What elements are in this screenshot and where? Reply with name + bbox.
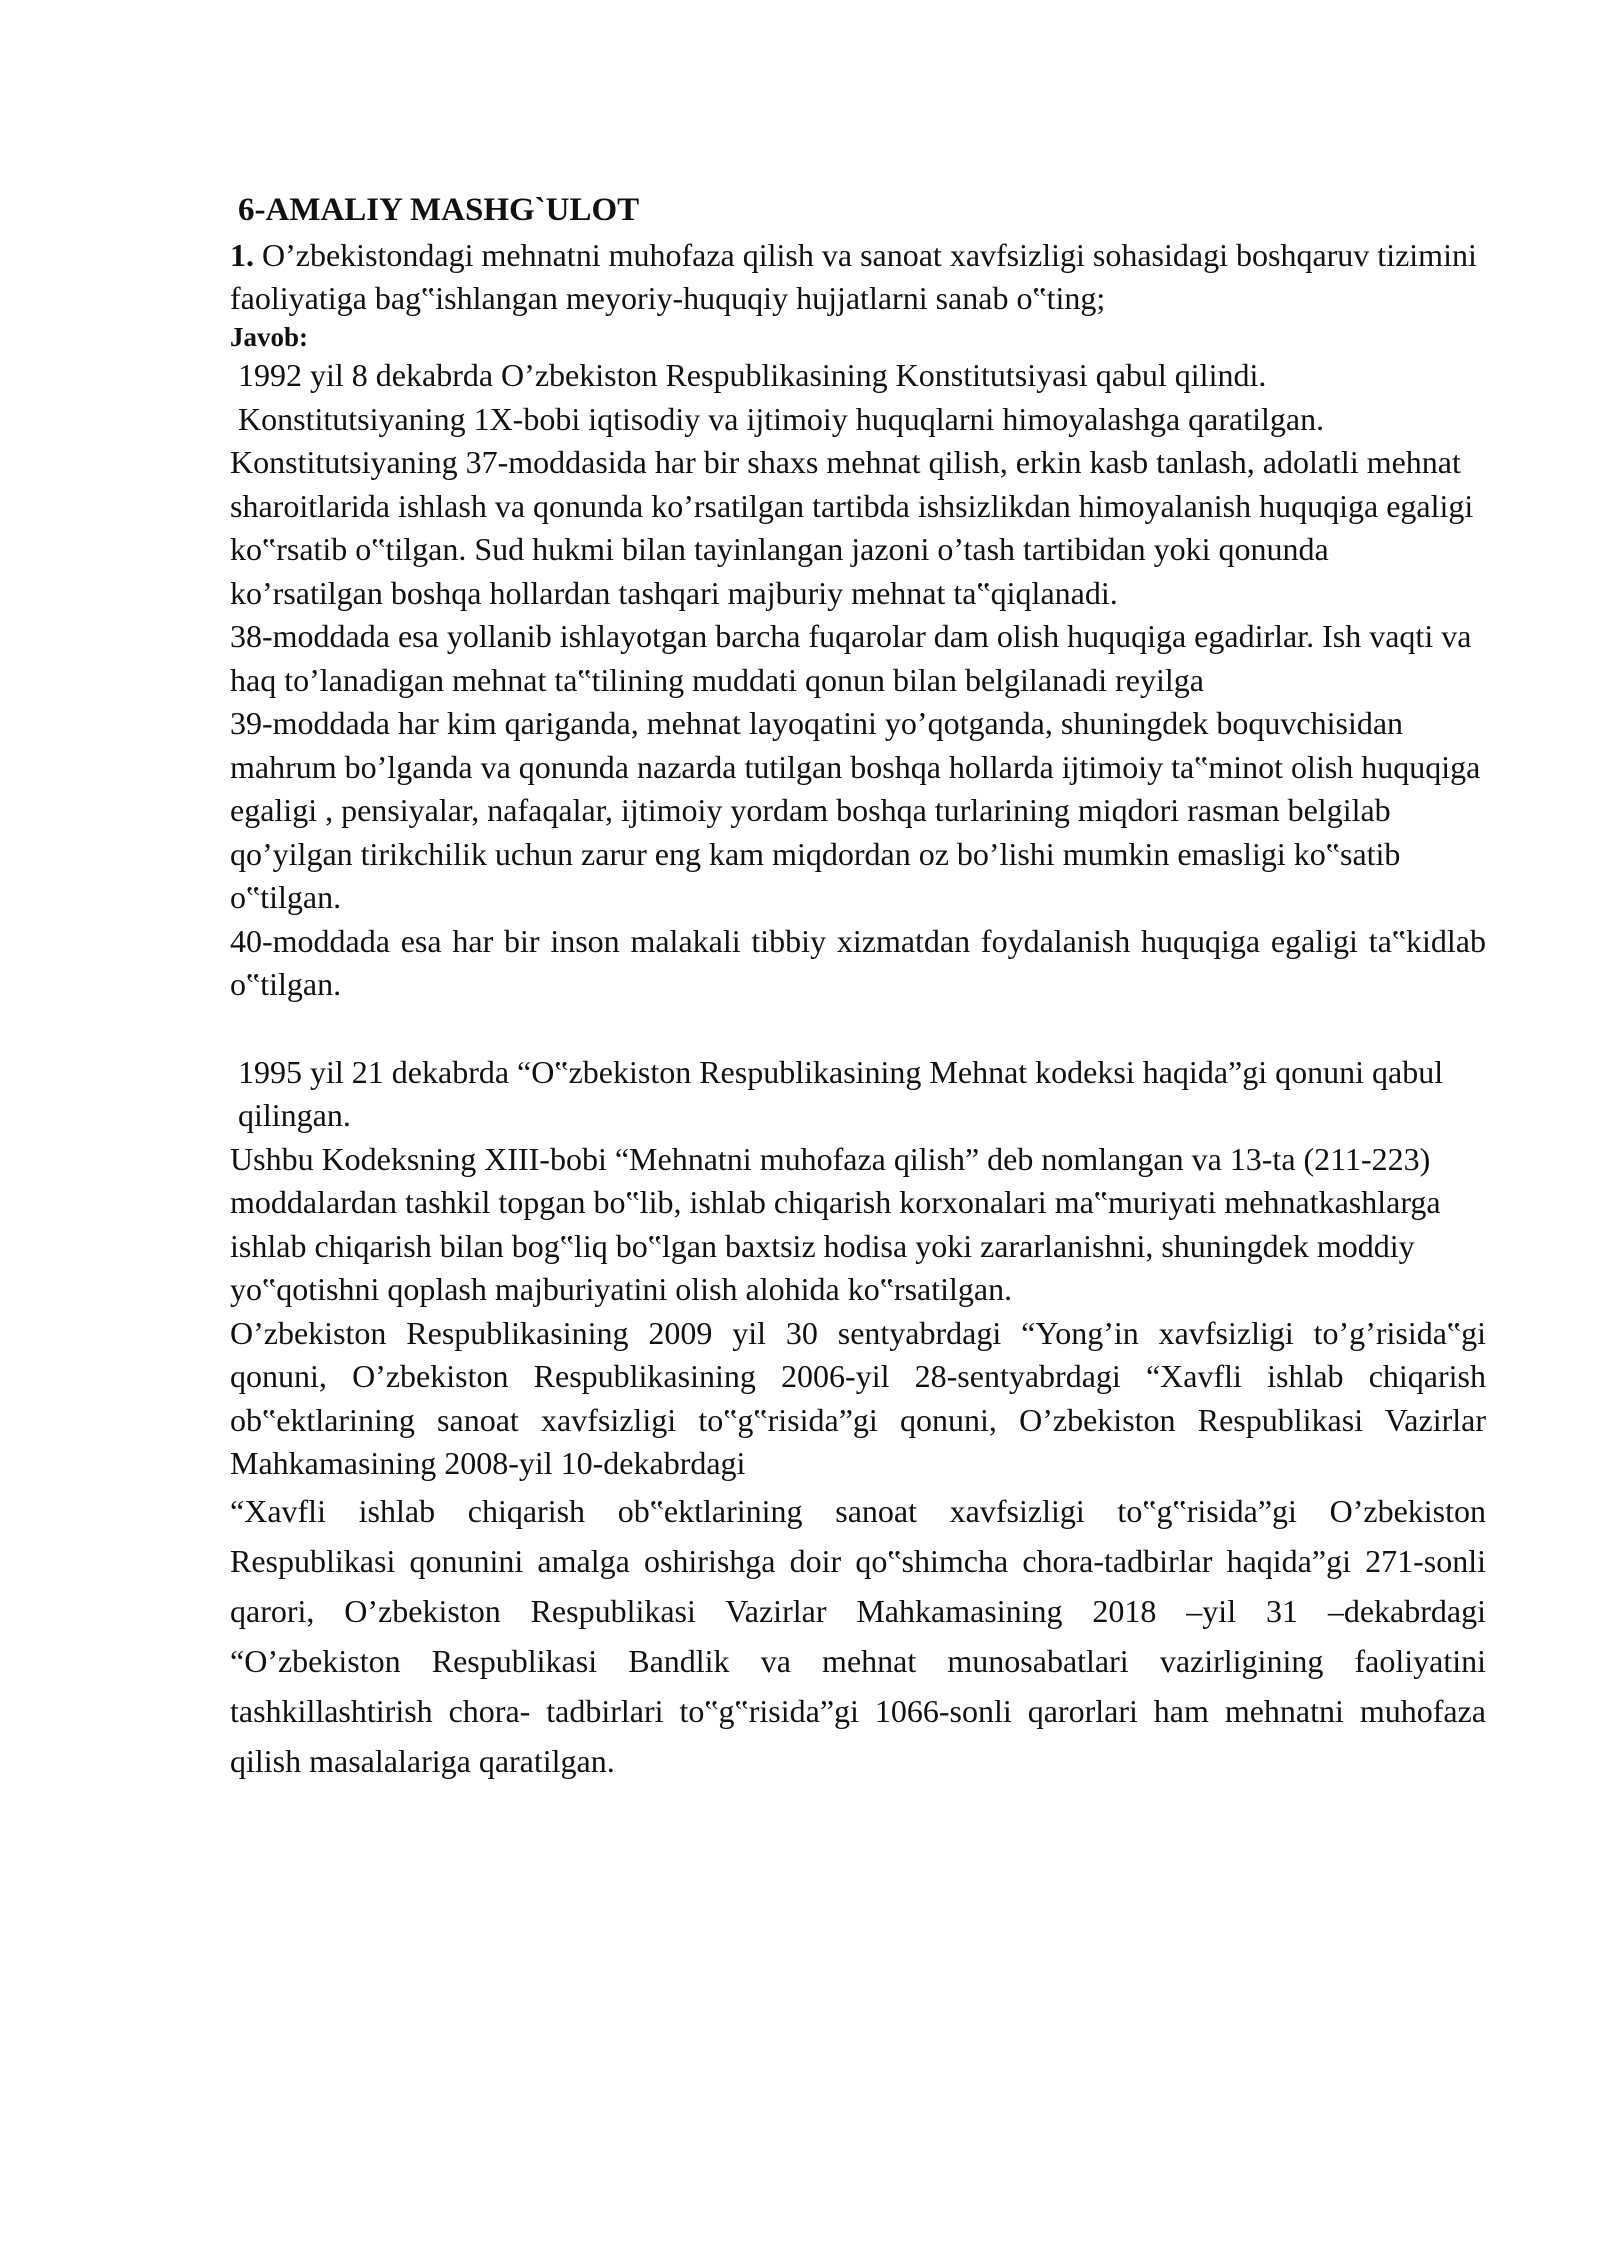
question-text: O’zbekistondagi mehnatni muhofaza qilish va sanoat xavfsizligi sohasidagi boshqaruv tizimini faoliyatiga bag‟ishlangan meyoriy-huquqiy hujjatlarni sanab o‟ting;	[230, 237, 1477, 316]
paragraph-labor-code: 1995 yil 21 dekabrda “O‟zbekiston Respublikasining Mehnat kodeksi haqida”gi qonuni qabul qilingan.	[238, 1053, 1444, 1133]
document-title: 6-AMALIY MASHG`ULOT	[238, 192, 640, 228]
paragraph-article-39: 39-moddada har kim qariganda, mehnat layoqatini yo’qotganda, shuningdek boquvchisidan mahrum bo’lganda va qonunda nazarda tutilgan boshqa hollarda ijtimoiy ta‟minot olish huquqiga egaligi , pensiyalar, nafaqalar, ijtimoiy yordam boshqa turlarining miqdori rasman belgilab qo’yilgan tirikchilik uchun zarur eng kam miqdordan oz bo’lishi mumkin emasligi ko‟satib o‟tilgan.	[230, 705, 1481, 915]
paragraph-article-37: Konstitutsiyaning 37-moddasida har bir shaxs mehnat qilish, erkin kasb tanlash, adolatli mehnat sharoitlarida ishlash va qonunda ko’rsatilgan tartibda ishsizlikdan himoyalanish huquqiga egaligi ko‟rsatib o‟tilgan. Sud hukmi bilan tayinlangan jazoni o’tash tartibidan yoki qonunda ko’rsatilgan boshqa hollardan tashqari majburiy mehnat ta‟qiqlanadi.	[230, 444, 1474, 611]
paragraph-article-40: 40-moddada esa har bir inson malakali tibbiy xizmatdan foydalanish huquqiga egaligi ta‟kidlab o‟tilgan.	[230, 922, 1486, 1002]
question-1	[230, 234, 1486, 320]
question-number: 1.	[230, 237, 254, 273]
paragraph-spacer	[230, 1007, 1486, 1051]
document-page	[230, 188, 1486, 1786]
paragraph-fire-safety-law: O’zbekiston Respublikasining 2009 yil 30 sentyabrdagi “Yong’in xavfsizligi to’g’risida‟gi qonuni, O’zbekiston Respublikasining 2006-yil 28-sentyabrdagi “Xavfli ishlab chiqarish ob‟ektlarining sanoat xavfsizligi to‟g‟risida”gi qonuni, O’zbekiston Respublikasi Vazirlar Mahkamasining 2008-yil 10-dekabrdagi	[230, 1314, 1486, 1481]
paragraph-constitution: 1992 yil 8 dekabrda O’zbekiston Respublikasining Konstitutsiyasi qabul qilindi. Konstitutsiyaning 1X-bobi iqtisodiy va ijtimoiy huquqlarni himoyalashga qaratilgan.	[238, 357, 1325, 437]
paragraph-chapter-13: Ushbu Kodeksning XIII-bobi “Mehnatni muhofaza qilish” deb nomlangan va 13-ta (211-223) moddalardan tashkil topgan bo‟lib, ishlab chiqarish korxonalari ma‟muriyati mehnatkashlarga ishlab chiqarish bilan bog‟liq bo‟lgan baxtsiz hodisa yoki zararlanishni, shuningdek moddiy yo‟qotishni qoplash majburiyatini olish alohida ko‟rsatilgan.	[230, 1140, 1441, 1307]
paragraph-article-38: 38-moddada esa yollanib ishlayotgan barcha fuqarolar dam olish huquqiga egadirlar. Ish vaqti va haq to’lanadigan mehnat ta‟tilining muddati qonun bilan belgilanadi reyilga	[230, 618, 1472, 698]
answer-label: Javob:	[230, 322, 309, 352]
paragraph-resolutions: “Xavfli ishlab chiqarish ob‟ektlarining sanoat xavfsizligi to‟g‟risida”gi O’zbekiston Respublikasi qonunini amalga oshirishga doir qo‟shimcha chora-tadbirlar haqida”gi 271-sonli qarori, O’zbekiston Respublikasi Vazirlar Mahkamasining 2018 –yil 31 –dekabrdagi “O’zbekiston Respublikasi Bandlik va mehnat munosabatlari vazirligining faoliyatini tashkillashtirish chora- tadbirlari to‟g‟risida”gi 1066-sonli qarorlari ham mehnatni muhofaza qilish masalalariga qaratilgan.	[230, 1492, 1486, 1779]
